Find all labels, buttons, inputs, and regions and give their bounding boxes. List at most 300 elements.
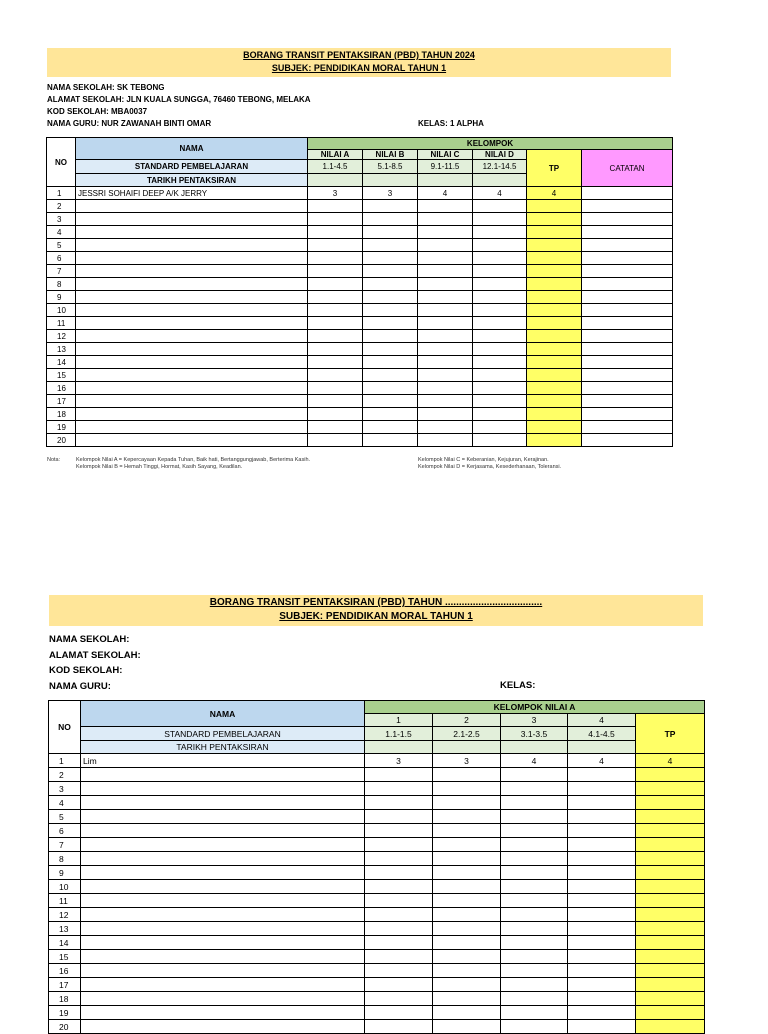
nilai-score-cell[interactable] [473,382,527,395]
tp-cell[interactable] [636,838,705,852]
catatan-cell[interactable] [582,330,673,343]
nilai-score-cell[interactable] [308,213,363,226]
tp-cell[interactable] [527,369,582,382]
nilai-score-cell[interactable] [568,782,636,796]
form2-date-cell[interactable] [501,741,568,754]
nilai-score-cell[interactable] [308,304,363,317]
nilai-score-cell[interactable] [433,782,501,796]
tp-cell[interactable] [636,880,705,894]
student-name-cell[interactable] [81,824,365,838]
nilai-score-cell[interactable] [308,265,363,278]
nilai-score-cell[interactable] [568,894,636,908]
nilai-score-cell[interactable] [501,768,568,782]
row-number: 11 [47,317,76,330]
nilai-score-cell[interactable] [568,1020,636,1034]
student-name-cell[interactable] [76,226,308,239]
table-row [47,187,673,200]
tp-cell[interactable] [527,408,582,421]
nilai-score-cell[interactable] [363,317,418,330]
nilai-score-cell[interactable] [418,291,473,304]
nilai-score-cell[interactable] [568,964,636,978]
nilai-score-cell[interactable] [418,239,473,252]
student-name-cell[interactable] [76,278,308,291]
nilai-score-cell[interactable] [363,356,418,369]
table-row [49,782,705,796]
nilai-score-cell[interactable] [418,200,473,213]
nilai-score-cell[interactable] [501,894,568,908]
catatan-cell[interactable] [582,304,673,317]
student-name-cell[interactable] [81,992,365,1006]
nilai-score-cell[interactable] [308,421,363,434]
nilai-score-cell[interactable] [433,950,501,964]
student-name-cell[interactable] [76,252,308,265]
nilai-score-cell[interactable] [308,395,363,408]
student-name-cell[interactable] [76,213,308,226]
nilai-score-cell[interactable] [365,768,433,782]
nilai-score-cell[interactable] [568,1006,636,1020]
catatan-cell[interactable] [582,408,673,421]
nilai-score-cell[interactable] [365,922,433,936]
form1-date-cell[interactable] [473,174,527,187]
form2-date-cell[interactable] [568,741,636,754]
nilai-score-cell[interactable] [473,356,527,369]
nilai-score-cell[interactable] [365,908,433,922]
tp-cell[interactable] [636,1006,705,1020]
tp-cell[interactable] [636,894,705,908]
student-name-cell[interactable] [76,434,308,447]
student-name-cell[interactable] [76,395,308,408]
student-name-cell[interactable] [81,950,365,964]
nilai-score-cell[interactable] [363,395,418,408]
nilai-score-cell[interactable] [363,226,418,239]
form2-rows [49,754,705,1034]
tp-cell[interactable] [636,852,705,866]
table-row [47,213,673,226]
note-d: Kelompok Nilai D = Kerjasama, Kesederhanaan, Toleransi. [418,464,562,470]
nilai-score-cell[interactable] [473,265,527,278]
nilai-score-cell[interactable] [418,226,473,239]
nilai-score-cell[interactable] [433,880,501,894]
form1-catatan-header: CATATAN [582,150,673,187]
form1-date-cell[interactable] [418,174,473,187]
nilai-score-cell[interactable] [418,356,473,369]
nilai-score-cell[interactable] [501,964,568,978]
nilai-score-cell[interactable] [501,978,568,992]
nilai-score-cell[interactable] [365,992,433,1006]
nilai-score-cell[interactable] [501,838,568,852]
nilai-score-cell[interactable] [433,1020,501,1034]
nilai-score-cell[interactable] [568,978,636,992]
tp-cell[interactable] [636,810,705,824]
nilai-score-cell[interactable] [418,395,473,408]
form1-kelas: KELAS: 1 ALPHA [418,119,484,128]
tp-cell[interactable] [527,239,582,252]
nilai-score-cell[interactable] [365,950,433,964]
nilai-score-cell[interactable] [308,317,363,330]
row-number: 15 [49,950,81,964]
tp-cell[interactable] [527,356,582,369]
nilai-score-cell[interactable] [363,434,418,447]
nilai-score-cell[interactable] [308,252,363,265]
tp-cell[interactable] [636,824,705,838]
nilai-score-cell[interactable] [365,782,433,796]
nilai-score-cell[interactable] [365,796,433,810]
row-number: 9 [49,866,81,880]
nilai-score-cell[interactable] [501,1006,568,1020]
nilai-score-cell[interactable] [418,343,473,356]
nilai-score-cell[interactable] [418,330,473,343]
tp-cell[interactable] [636,768,705,782]
row-number: 2 [47,200,76,213]
student-name-cell[interactable] [76,343,308,356]
student-name-cell[interactable] [81,866,365,880]
student-name-cell[interactable] [81,922,365,936]
nilai-score-cell[interactable] [365,936,433,950]
nilai-score-cell[interactable] [501,1020,568,1034]
nilai-score-cell[interactable] [433,922,501,936]
nilai-score-cell[interactable]: 3 [365,754,433,768]
nilai-score-cell[interactable] [568,810,636,824]
nilai-score-cell[interactable] [365,894,433,908]
form2-table [48,700,705,1034]
nilai-score-cell[interactable] [568,866,636,880]
nilai-score-cell[interactable] [501,950,568,964]
nilai-score-cell[interactable] [473,395,527,408]
nilai-score-cell[interactable] [308,200,363,213]
tp-cell[interactable] [527,213,582,226]
student-name-cell[interactable] [76,239,308,252]
nilai-score-cell[interactable] [501,866,568,880]
student-name-cell[interactable] [76,408,308,421]
tp-cell[interactable] [636,922,705,936]
form1-rows [47,187,673,447]
form1-date-cell[interactable] [363,174,418,187]
tp-cell[interactable] [527,343,582,356]
nilai-score-cell[interactable] [363,239,418,252]
nilai-score-cell[interactable] [363,265,418,278]
tp-cell[interactable] [636,908,705,922]
nilai-score-cell[interactable] [568,852,636,866]
table-row [47,252,673,265]
tp-cell[interactable] [636,796,705,810]
student-name-cell[interactable] [76,330,308,343]
nilai-score-cell[interactable] [501,810,568,824]
nilai-score-cell[interactable] [363,278,418,291]
nilai-score-cell[interactable] [433,866,501,880]
tp-cell[interactable] [636,936,705,950]
student-name-cell[interactable] [81,880,365,894]
nilai-score-cell[interactable] [365,1006,433,1020]
tp-cell[interactable] [527,434,582,447]
student-name-cell[interactable] [76,356,308,369]
nilai-score-cell[interactable] [308,369,363,382]
student-name-cell[interactable] [81,782,365,796]
nilai-score-cell[interactable] [418,252,473,265]
nilai-score-cell[interactable] [568,880,636,894]
nilai-score-cell[interactable] [473,330,527,343]
table-row [49,964,705,978]
nilai-score-cell[interactable] [501,880,568,894]
nilai-score-cell[interactable] [418,278,473,291]
nilai-score-cell[interactable] [473,252,527,265]
nilai-score-cell[interactable] [433,964,501,978]
nilai-score-cell[interactable] [473,291,527,304]
nilai-score-cell[interactable] [433,908,501,922]
row-number: 1 [47,187,76,200]
nilai-score-cell[interactable] [363,330,418,343]
student-name-cell[interactable] [76,265,308,278]
tp-cell[interactable] [527,421,582,434]
nilai-score-cell[interactable] [308,408,363,421]
nilai-score-cell[interactable] [501,908,568,922]
nilai-score-cell[interactable]: 4 [501,754,568,768]
nilai-score-cell[interactable] [418,434,473,447]
nilai-score-cell[interactable] [365,810,433,824]
nilai-score-cell[interactable] [433,894,501,908]
form2-date-cell[interactable] [433,741,501,754]
nilai-score-cell[interactable] [501,824,568,838]
nilai-score-cell[interactable] [501,782,568,796]
nilai-score-cell[interactable] [473,343,527,356]
nilai-score-cell[interactable] [365,824,433,838]
catatan-cell[interactable] [582,239,673,252]
nilai-score-cell[interactable] [473,434,527,447]
tp-cell[interactable] [527,200,582,213]
table-row [49,950,705,964]
student-name-cell[interactable] [81,838,365,852]
catatan-cell[interactable] [582,187,673,200]
catatan-cell[interactable] [582,369,673,382]
form2-kelompok-header: KELOMPOK NILAI A [365,701,705,714]
nilai-score-cell[interactable] [418,317,473,330]
form1-date-cell[interactable] [308,174,363,187]
nilai-score-cell[interactable] [473,304,527,317]
nilai-score-cell[interactable] [433,936,501,950]
row-number: 13 [47,343,76,356]
nilai-score-cell[interactable] [433,838,501,852]
nilai-score-cell[interactable] [433,852,501,866]
nilai-score-cell[interactable] [365,838,433,852]
nilai-score-cell[interactable] [501,922,568,936]
table-row [47,317,673,330]
nilai-score-cell[interactable] [473,239,527,252]
table-row [47,291,673,304]
nilai-score-cell[interactable] [473,226,527,239]
nilai-score-cell[interactable] [365,964,433,978]
nilai-score-cell[interactable] [418,369,473,382]
nilai-score-cell[interactable] [501,796,568,810]
student-name-cell[interactable] [81,796,365,810]
nilai-score-cell[interactable] [418,421,473,434]
student-name-cell[interactable] [81,1006,365,1020]
form1-nama-header: NAMA [76,138,308,160]
student-name-cell[interactable] [76,317,308,330]
student-name-cell[interactable]: JESSRI SOHAIFI DEEP A/K JERRY [76,187,308,200]
nilai-score-cell[interactable] [365,880,433,894]
catatan-cell[interactable] [582,434,673,447]
nilai-score-cell[interactable] [308,382,363,395]
nilai-score-cell[interactable] [473,421,527,434]
nilai-score-cell[interactable] [363,369,418,382]
nilai-score-cell[interactable] [363,343,418,356]
catatan-cell[interactable] [582,421,673,434]
student-name-cell[interactable] [81,1020,365,1034]
student-name-cell[interactable] [81,810,365,824]
form2-date-cell[interactable] [365,741,433,754]
tp-cell[interactable] [636,866,705,880]
student-name-cell[interactable] [76,291,308,304]
catatan-cell[interactable] [582,213,673,226]
nilai-score-cell[interactable] [473,278,527,291]
nilai-score-cell[interactable] [363,252,418,265]
nilai-score-cell[interactable] [473,200,527,213]
tp-cell[interactable] [527,382,582,395]
nilai-score-cell[interactable] [363,408,418,421]
nilai-score-cell[interactable] [418,213,473,226]
catatan-cell[interactable] [582,395,673,408]
student-name-cell[interactable] [81,978,365,992]
tp-cell[interactable]: 4 [527,187,582,200]
nilai-score-cell[interactable] [568,992,636,1006]
form2-kelas: KELAS: [500,680,536,691]
nilai-score-cell[interactable] [418,408,473,421]
catatan-cell[interactable] [582,252,673,265]
tp-cell[interactable] [527,226,582,239]
nilai-score-cell[interactable] [568,908,636,922]
nilai-score-cell[interactable] [418,382,473,395]
nilai-score-cell[interactable]: 4 [568,754,636,768]
nilai-score-cell[interactable] [365,978,433,992]
form2-nilai-1-header: 1 [365,714,433,727]
nilai-score-cell[interactable] [433,796,501,810]
student-name-cell[interactable] [81,964,365,978]
nilai-score-cell[interactable] [568,796,636,810]
nilai-score-cell[interactable] [473,408,527,421]
tp-cell[interactable] [636,964,705,978]
nilai-score-cell[interactable] [308,343,363,356]
tp-cell[interactable] [636,978,705,992]
tp-cell[interactable] [527,330,582,343]
row-number: 7 [49,838,81,852]
nilai-score-cell[interactable] [568,936,636,950]
nilai-score-cell[interactable] [418,304,473,317]
catatan-cell[interactable] [582,343,673,356]
student-name-cell[interactable] [76,382,308,395]
nilai-score-cell[interactable] [363,200,418,213]
nilai-score-cell[interactable] [433,824,501,838]
student-name-cell[interactable] [81,852,365,866]
nilai-score-cell[interactable] [365,852,433,866]
tp-cell[interactable] [527,252,582,265]
form2-no-header: NO [49,701,81,754]
tp-cell[interactable] [527,317,582,330]
tp-cell[interactable] [527,304,582,317]
tp-cell[interactable] [636,950,705,964]
tp-cell[interactable] [527,395,582,408]
nilai-score-cell[interactable]: 3 [363,187,418,200]
nilai-score-cell[interactable] [473,369,527,382]
nilai-score-cell[interactable] [308,278,363,291]
table-row [49,894,705,908]
nilai-score-cell[interactable] [433,768,501,782]
nilai-score-cell[interactable] [501,992,568,1006]
nilai-score-cell[interactable] [363,304,418,317]
nilai-score-cell[interactable] [363,382,418,395]
nilai-score-cell[interactable] [308,330,363,343]
student-name-cell[interactable] [81,768,365,782]
catatan-cell[interactable] [582,278,673,291]
student-name-cell[interactable] [81,894,365,908]
tp-cell[interactable] [527,278,582,291]
tp-cell[interactable]: 4 [636,754,705,768]
nilai-score-cell[interactable] [433,992,501,1006]
nilai-score-cell[interactable] [501,936,568,950]
nilai-score-cell[interactable] [308,291,363,304]
nilai-score-cell[interactable] [365,1020,433,1034]
nilai-score-cell[interactable] [363,213,418,226]
nilai-score-cell[interactable] [308,239,363,252]
nilai-score-cell[interactable] [568,950,636,964]
catatan-cell[interactable] [582,382,673,395]
table-row [47,382,673,395]
nilai-score-cell[interactable] [308,226,363,239]
form2-subtitle: SUBJEK: PENDIDIKAN MORAL TAHUN 1 [279,611,473,622]
tp-cell[interactable] [527,291,582,304]
student-name-cell[interactable] [76,200,308,213]
nilai-score-cell[interactable] [433,978,501,992]
nilai-score-cell[interactable] [308,356,363,369]
nilai-score-cell[interactable]: 3 [308,187,363,200]
nilai-score-cell[interactable] [308,434,363,447]
student-name-cell[interactable] [76,369,308,382]
nilai-score-cell[interactable] [363,421,418,434]
nilai-score-cell[interactable] [568,922,636,936]
nilai-score-cell[interactable]: 4 [418,187,473,200]
nilai-score-cell[interactable] [365,866,433,880]
nilai-score-cell[interactable] [473,213,527,226]
catatan-cell[interactable] [582,291,673,304]
form2-nama-header: NAMA [81,701,365,727]
nilai-score-cell[interactable] [568,838,636,852]
nilai-score-cell[interactable] [363,291,418,304]
student-name-cell[interactable] [76,304,308,317]
nilai-score-cell[interactable] [568,768,636,782]
tp-cell[interactable] [636,1020,705,1034]
nilai-score-cell[interactable] [418,265,473,278]
student-name-cell[interactable] [81,936,365,950]
nilai-score-cell[interactable]: 4 [473,187,527,200]
tp-cell[interactable] [527,265,582,278]
nilai-score-cell[interactable]: 3 [433,754,501,768]
catatan-cell[interactable] [582,265,673,278]
student-name-cell[interactable]: Lim [81,754,365,768]
tp-cell[interactable] [636,992,705,1006]
tp-cell[interactable] [636,782,705,796]
nilai-score-cell[interactable] [501,852,568,866]
nilai-score-cell[interactable] [568,824,636,838]
nilai-score-cell[interactable] [433,810,501,824]
nilai-score-cell[interactable] [433,1006,501,1020]
nilai-score-cell[interactable] [473,317,527,330]
table-row [49,824,705,838]
catatan-cell[interactable] [582,226,673,239]
catatan-cell[interactable] [582,200,673,213]
catatan-cell[interactable] [582,356,673,369]
student-name-cell[interactable] [76,421,308,434]
student-name-cell[interactable] [81,908,365,922]
form2-range-2: 2.1-2.5 [433,727,501,741]
catatan-cell[interactable] [582,317,673,330]
